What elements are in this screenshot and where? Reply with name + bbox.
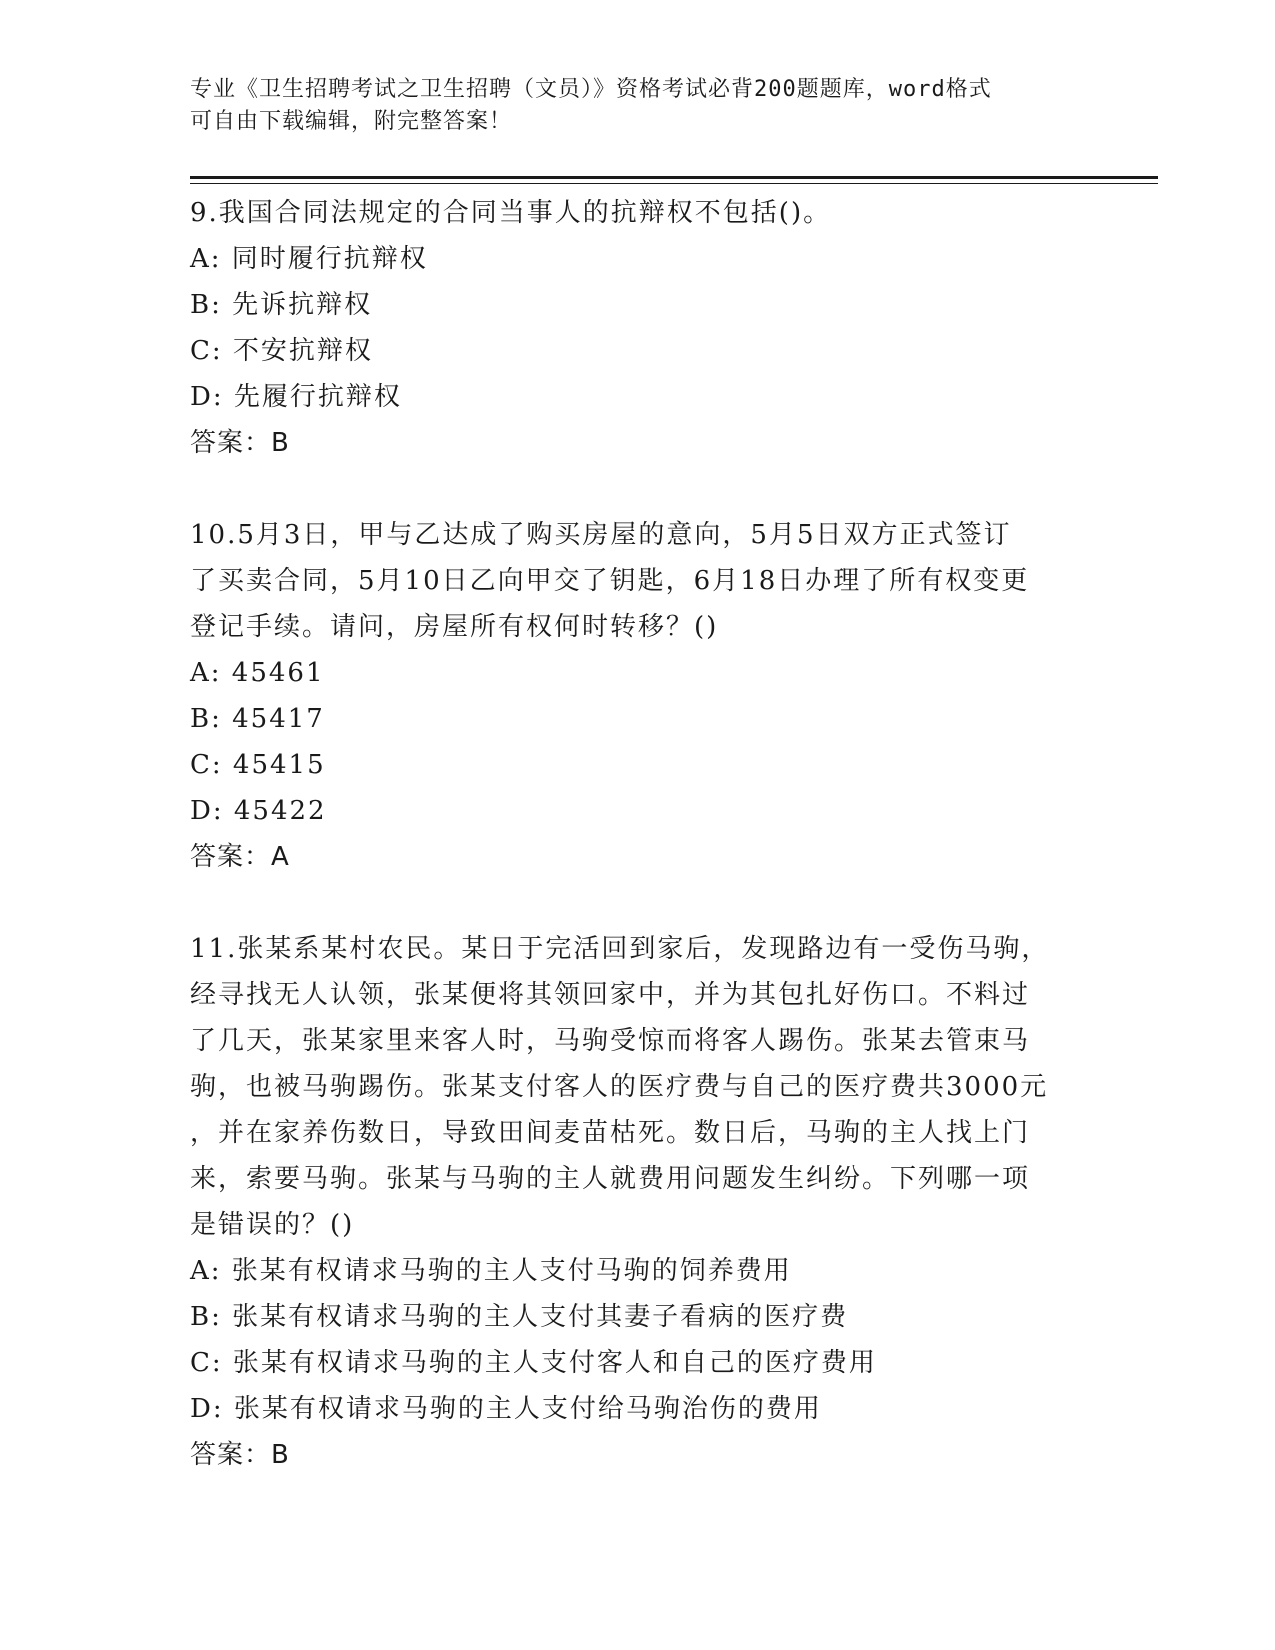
question-stem-line: 驹，也被马驹踢伤。张某支付客人的医疗费与自己的医疗费共3000元: [190, 1072, 1049, 1102]
option-a: A: 45461: [190, 658, 325, 688]
header-line-2: 可自由下载编辑，附完整答案！: [190, 109, 513, 134]
question-11: [190, 926, 1090, 1478]
header-line-1: 专业《卫生招聘考试之卫生招聘（文员）》资格考试必背200题题库，word格式: [190, 77, 992, 102]
question-stem-line: ，并在家养伤数日，导致田间麦苗枯死。数日后，马驹的主人找上门: [190, 1118, 1031, 1148]
option-c: C: 不安抗辩权: [190, 336, 373, 366]
option-d: D: 45422: [190, 796, 327, 826]
question-stem-line: 9.我国合同法规定的合同当事人的抗辩权不包括()。: [190, 198, 832, 228]
answer-line: 答案：B: [190, 428, 290, 458]
question-stem-line: 登记手续。请问，房屋所有权何时转移？(): [190, 612, 719, 642]
header-divider-thin: [190, 183, 1158, 184]
question-list: [190, 190, 1090, 1478]
question-stem-line: 是错误的？(): [190, 1210, 355, 1240]
option-d: D: 先履行抗辩权: [190, 382, 402, 412]
option-b: B: 先诉抗辩权: [190, 290, 373, 320]
question-stem-line: 了几天，张某家里来客人时，马驹受惊而将客人踢伤。张某去管束马: [190, 1026, 1031, 1056]
option-c: C: 张某有权请求马驹的主人支付客人和自己的医疗费用: [190, 1348, 877, 1378]
answer-line: 答案：B: [190, 1440, 290, 1470]
option-b: B: 45417: [190, 704, 325, 734]
answer-line: 答案：A: [190, 842, 290, 872]
option-b: B: 张某有权请求马驹的主人支付其妻子看病的医疗费: [190, 1302, 849, 1332]
option-d: D: 张某有权请求马驹的主人支付给马驹治伤的费用: [190, 1394, 822, 1424]
option-a: A: 张某有权请求马驹的主人支付马驹的饲养费用: [190, 1256, 792, 1286]
option-c: C: 45415: [190, 750, 326, 780]
question-stem-line: 10.5月3日，甲与乙达成了购买房屋的意向，5月5日双方正式签订: [190, 520, 1012, 550]
question-stem-line: 来，索要马驹。张某与马驹的主人就费用问题发生纠纷。下列哪一项: [190, 1164, 1031, 1194]
header-divider-thick: [190, 176, 1158, 179]
question-10: [190, 512, 1090, 880]
question-stem-line: 了买卖合同，5月10日乙向甲交了钥匙，6月18日办理了所有权变更: [190, 566, 1030, 596]
document-header: [190, 74, 1090, 138]
question-9: [190, 190, 1090, 466]
question-spacer: [190, 466, 1090, 512]
question-stem-line: 11.张某系某村农民。某日于完活回到家后，发现路边有一受伤马驹，: [190, 934, 1050, 964]
question-stem-line: 经寻找无人认领，张某便将其领回家中，并为其包扎好伤口。不料过: [190, 980, 1031, 1010]
question-spacer: [190, 880, 1090, 926]
option-a: A: 同时履行抗辩权: [190, 244, 428, 274]
